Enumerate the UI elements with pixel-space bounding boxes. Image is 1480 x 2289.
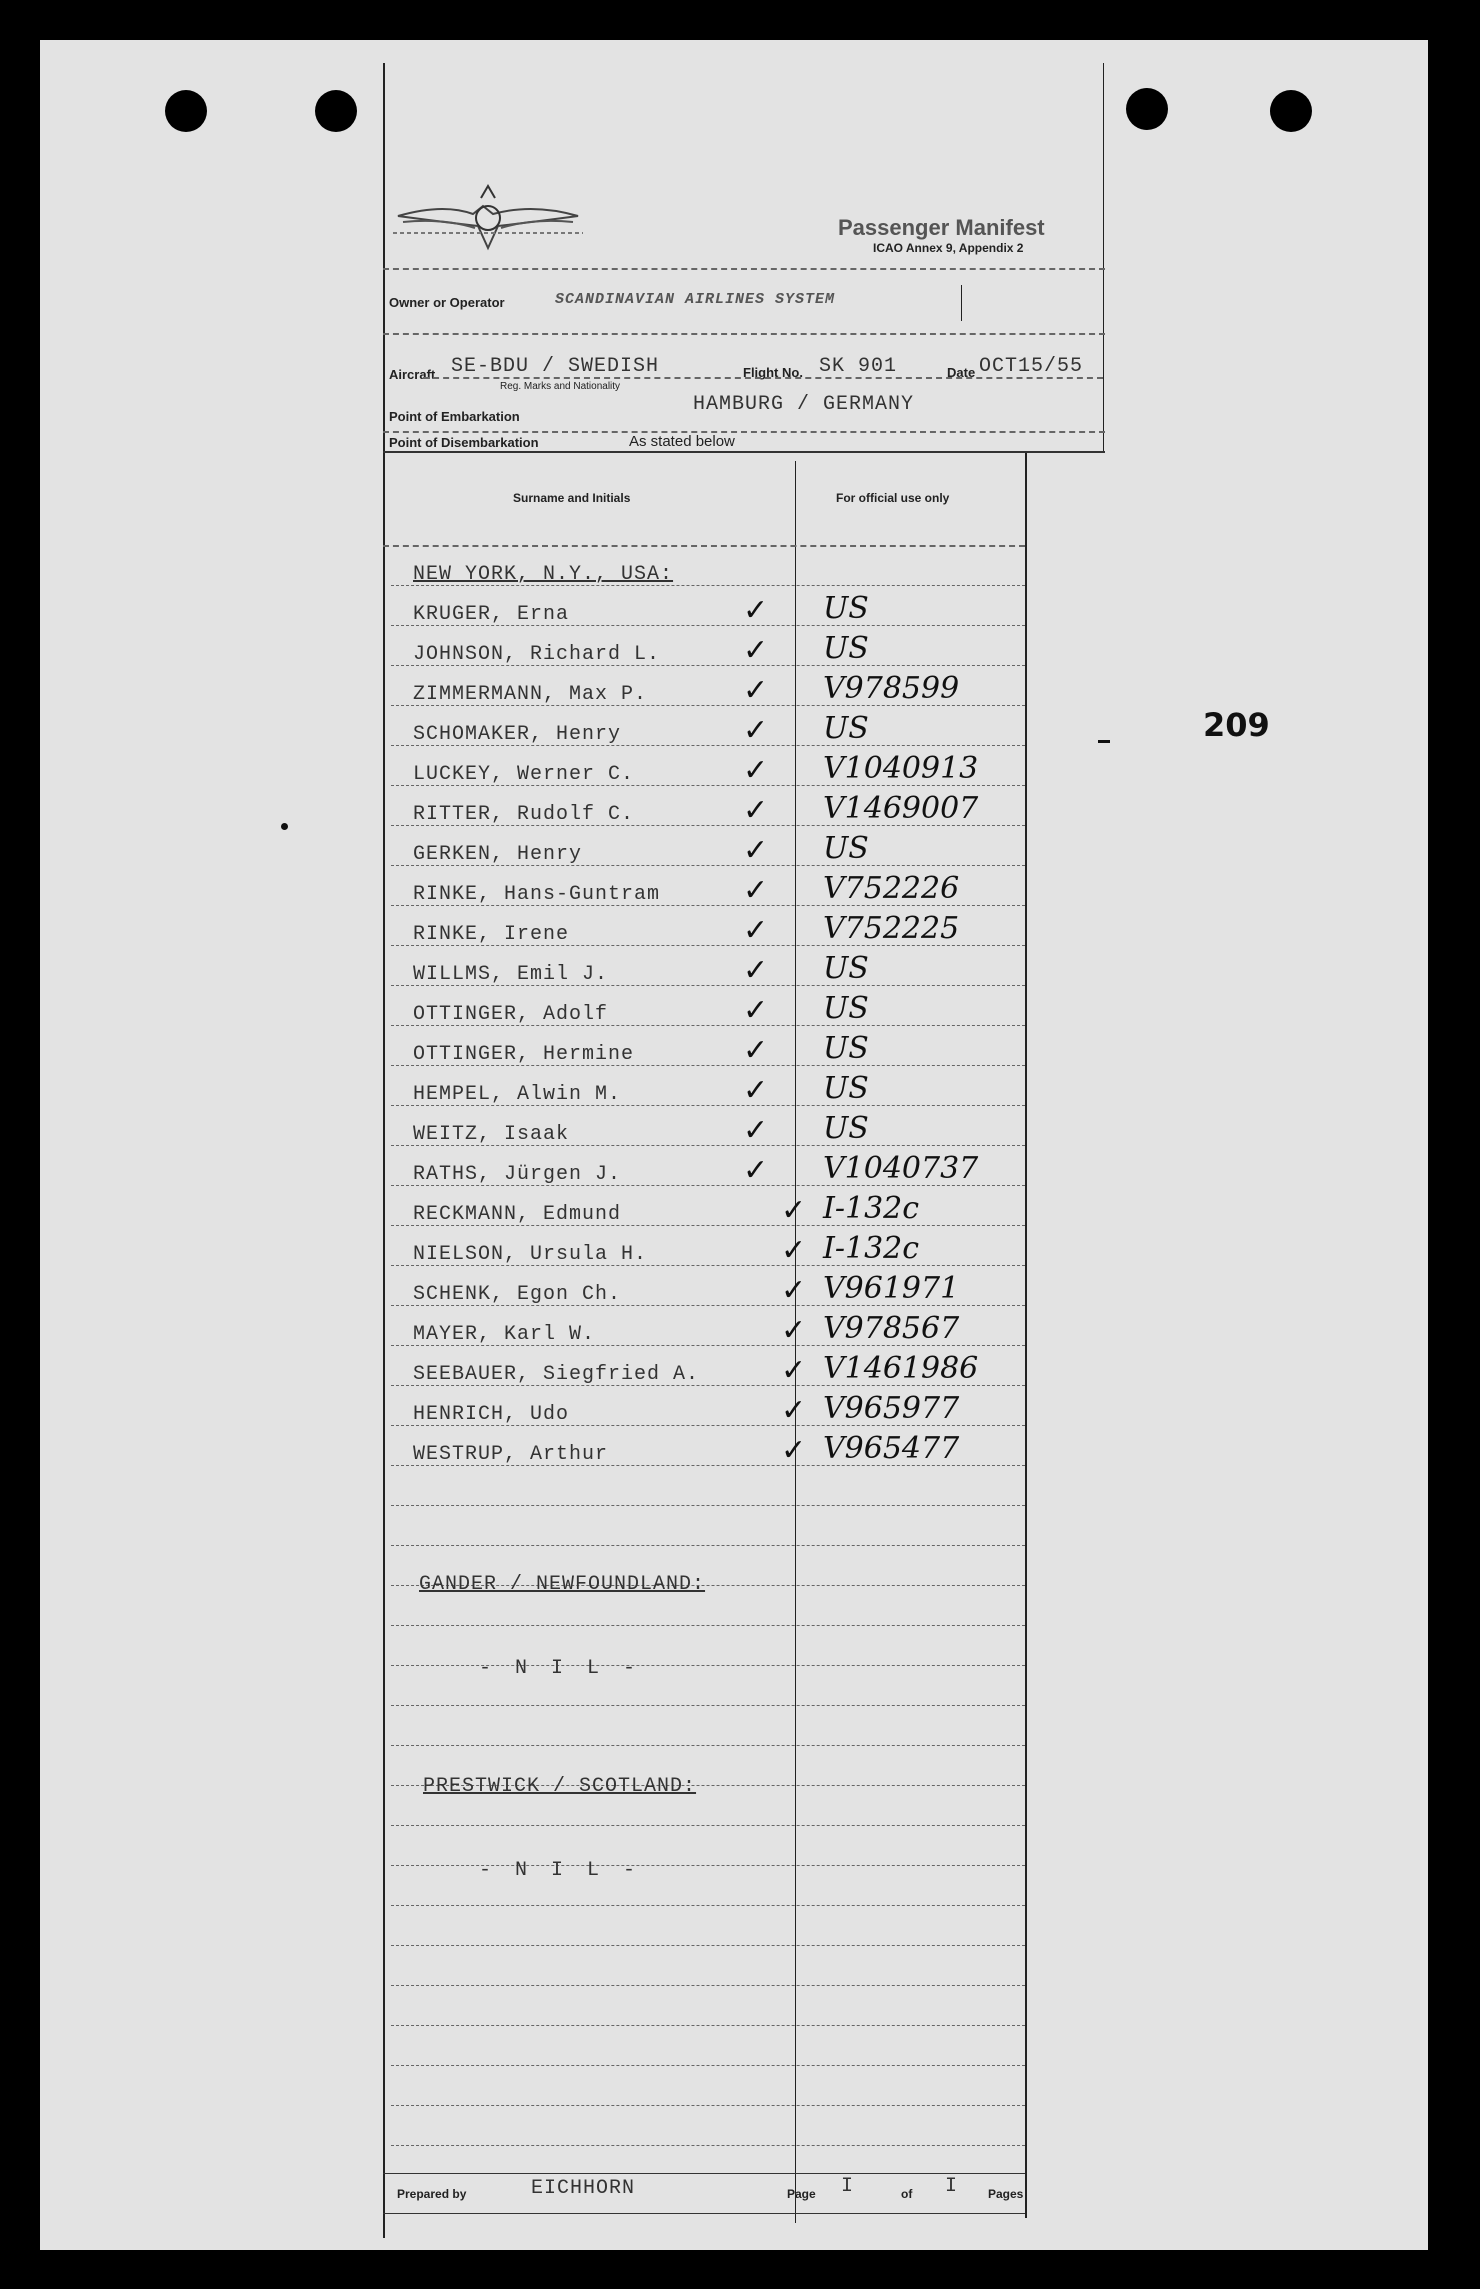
check-mark: ✓: [743, 913, 769, 948]
title-rule: [383, 268, 1105, 270]
owner-value: SCANDINAVIAN AIRLINES SYSTEM: [555, 291, 836, 308]
footer-top-rule: [383, 2173, 1025, 2174]
official-use-column-header: For official use only: [836, 491, 950, 505]
official-use-entry: US: [823, 591, 869, 626]
table-right-border: [1025, 453, 1027, 2218]
passenger-name: RECKMANN, Edmund: [413, 1203, 622, 1226]
date-value: OCT15/55: [979, 355, 1084, 378]
passenger-name: ZIMMERMANN, Max P.: [413, 683, 648, 706]
official-use-entry: V752226: [823, 871, 960, 906]
passenger-name: OTTINGER, Adolf: [413, 1003, 609, 1026]
stray-dot: [281, 823, 288, 830]
official-use-entry: US: [823, 711, 869, 746]
prestwick-nil: - N I L -: [479, 1859, 642, 1882]
punch-hole-top-right-1: [1126, 88, 1168, 130]
embarkation-label: Point of Embarkation: [389, 409, 520, 424]
table-rule-line: [391, 1625, 1025, 1626]
passenger-name: HEMPEL, Alwin M.: [413, 1083, 622, 1106]
check-mark: ✓: [743, 713, 769, 748]
check-mark: ✓: [781, 1393, 807, 1428]
table-rule-line: [391, 2145, 1025, 2146]
check-mark: ✓: [781, 1193, 807, 1228]
reg-caption: Reg. Marks and Nationality: [500, 381, 621, 392]
passenger-name: SCHOMAKER, Henry: [413, 723, 622, 746]
passenger-name: SEEBAUER, Siegfried A.: [413, 1363, 700, 1386]
check-mark: ✓: [743, 953, 769, 988]
check-mark: ✓: [743, 793, 769, 828]
check-mark: ✓: [743, 1073, 769, 1108]
official-use-entry: US: [823, 831, 869, 866]
check-mark: ✓: [743, 993, 769, 1028]
official-use-entry: V1040913: [823, 751, 979, 786]
passenger-name: RITTER, Rudolf C.: [413, 803, 635, 826]
table-rule-line: [391, 1905, 1025, 1906]
passenger-name: GERKEN, Henry: [413, 843, 583, 866]
official-use-entry: US: [823, 1031, 869, 1066]
owner-field-end: [961, 285, 962, 321]
passenger-name: RINKE, Hans-Guntram: [413, 883, 661, 906]
margin-stamp-number: 209: [1203, 706, 1270, 744]
of-value: I: [945, 2175, 959, 2198]
passenger-name: RATHS, Jürgen J.: [413, 1163, 622, 1186]
check-mark: ✓: [743, 1153, 769, 1188]
surname-column-header: Surname and Initials: [513, 491, 631, 505]
destination-gander: GANDER / NEWFOUNDLAND:: [419, 1573, 706, 1596]
destination-new-york: NEW YORK, N.Y., USA:: [413, 563, 674, 586]
aircraft-rule: [423, 377, 1103, 379]
date-label: Date: [947, 365, 976, 380]
check-mark: ✓: [743, 833, 769, 868]
table-rule-line: [391, 1705, 1025, 1706]
header-bottom-rule: [383, 451, 1105, 453]
punch-hole-top-left-2: [315, 90, 357, 132]
official-use-entry: V1461986: [823, 1351, 979, 1386]
official-use-entry: V1469007: [823, 791, 979, 826]
footer-bottom-rule: [383, 2213, 1025, 2214]
table-rule-line: [391, 1505, 1025, 1506]
check-mark: ✓: [781, 1233, 807, 1268]
embarkation-value: HAMBURG / GERMANY: [693, 393, 915, 416]
official-use-entry: V965977: [823, 1391, 960, 1426]
check-mark: ✓: [743, 753, 769, 788]
passenger-name: OTTINGER, Hermine: [413, 1043, 635, 1066]
check-mark: ✓: [743, 873, 769, 908]
page-label: Page: [787, 2187, 816, 2201]
table-rule-line: [391, 1985, 1025, 1986]
table-rule-line: [391, 1745, 1025, 1746]
disembarkation-label: Point of Disembarkation: [389, 435, 539, 450]
official-use-entry: V978567: [823, 1311, 960, 1346]
manifest-form: [383, 63, 1105, 2273]
gander-nil: - N I L -: [479, 1657, 642, 1680]
official-use-entry: V1040737: [823, 1151, 979, 1186]
passenger-name: SCHENK, Egon Ch.: [413, 1283, 622, 1306]
aircraft-value: SE-BDU / SWEDISH: [451, 355, 660, 378]
table-rule-line: [391, 1545, 1025, 1546]
table-rule-line: [391, 1945, 1025, 1946]
of-label: of: [901, 2187, 913, 2201]
official-use-entry: US: [823, 951, 869, 986]
prepared-by-value: EICHHORN: [531, 2177, 636, 2200]
punch-hole-top-left-1: [165, 90, 207, 132]
punch-hole-top-right-2: [1270, 90, 1312, 132]
official-use-entry: V965477: [823, 1431, 960, 1466]
table-rule-line: [391, 1825, 1025, 1826]
check-mark: ✓: [743, 673, 769, 708]
prepared-by-label: Prepared by: [397, 2187, 467, 2201]
passenger-name: HENRICH, Udo: [413, 1403, 570, 1426]
form-subtitle: ICAO Annex 9, Appendix 2: [873, 241, 1024, 255]
destination-prestwick: PRESTWICK / SCOTLAND:: [423, 1775, 697, 1798]
passenger-name: RINKE, Irene: [413, 923, 570, 946]
check-mark: ✓: [743, 633, 769, 668]
passenger-name: NIELSON, Ursula H.: [413, 1243, 648, 1266]
official-use-entry: US: [823, 1111, 869, 1146]
official-use-entry: I-132c: [823, 1191, 920, 1226]
table-rule-line: [391, 2065, 1025, 2066]
check-mark: ✓: [743, 1113, 769, 1148]
passenger-name: LUCKEY, Werner C.: [413, 763, 635, 786]
pages-label: Pages: [988, 2187, 1024, 2201]
owner-rule: [383, 333, 1105, 335]
official-use-entry: V961971: [823, 1271, 960, 1306]
passenger-name: WILLMS, Emil J.: [413, 963, 609, 986]
disembarkation-value: As stated below: [629, 433, 735, 450]
table-rule-line: [391, 2105, 1025, 2106]
official-use-entry: I-132c: [823, 1231, 920, 1266]
official-use-entry: V752225: [823, 911, 960, 946]
check-mark: ✓: [743, 593, 769, 628]
passenger-name: MAYER, Karl W.: [413, 1323, 596, 1346]
aircraft-label: Aircraft: [389, 367, 436, 382]
flight-label: Flight No.: [743, 365, 803, 380]
check-mark: ✓: [781, 1353, 807, 1388]
check-mark: ✓: [781, 1433, 807, 1468]
form-left-border: [383, 63, 385, 2238]
form-title: Passenger Manifest: [838, 215, 1045, 240]
winged-emblem-logo: [393, 178, 583, 263]
table-rule-line: [391, 2025, 1025, 2026]
passenger-name: KRUGER, Erna: [413, 603, 570, 626]
table-header-rule: [383, 545, 1025, 547]
flight-value: SK 901: [819, 355, 898, 378]
passenger-name: JOHNSON, Richard L.: [413, 643, 661, 666]
embark-rule: [383, 431, 1105, 433]
passenger-name: WEITZ, Isaak: [413, 1123, 570, 1146]
check-mark: ✓: [781, 1313, 807, 1348]
check-mark: ✓: [781, 1273, 807, 1308]
official-use-entry: US: [823, 631, 869, 666]
official-use-entry: US: [823, 991, 869, 1026]
official-use-entry: US: [823, 1071, 869, 1106]
official-use-entry: V978599: [823, 671, 960, 706]
page-value: I: [841, 2175, 855, 2198]
check-mark: ✓: [743, 1033, 769, 1068]
header-right-border: [1103, 63, 1104, 453]
passenger-name: WESTRUP, Arthur: [413, 1443, 609, 1466]
owner-label: Owner or Operator: [389, 295, 505, 310]
